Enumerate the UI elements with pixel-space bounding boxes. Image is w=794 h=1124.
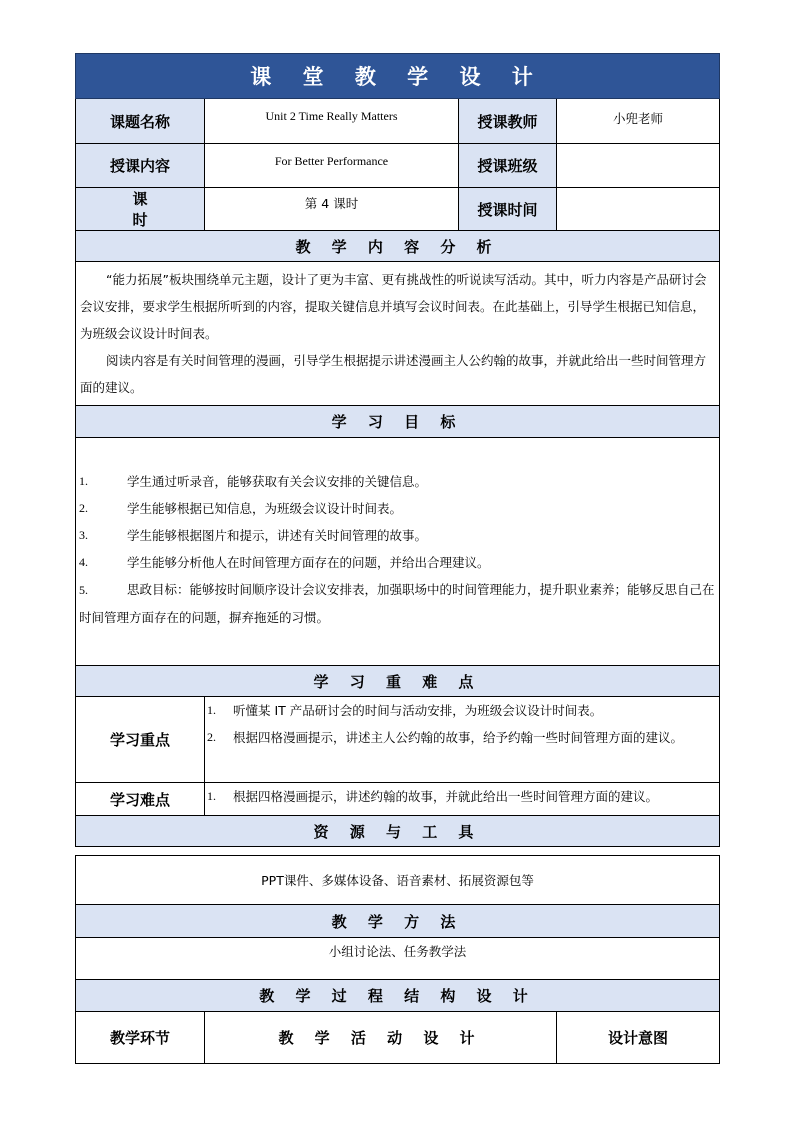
objective-number: 1. (79, 474, 88, 488)
objective-text: 学生通过听录音，能够获取有关会议安排的关键信息。 (127, 474, 428, 489)
process-col-activity: 教 学 活 动 设 计 (205, 1012, 557, 1064)
process-col-stage: 教学环节 (76, 1012, 205, 1064)
analysis-body (76, 262, 720, 406)
class-label: 授课班级 (459, 144, 557, 188)
objective-number: 4. (79, 555, 88, 569)
focus-item (207, 724, 715, 751)
objective-item (79, 495, 715, 522)
focus-label: 学习重点 (76, 697, 205, 783)
objective-item (79, 576, 715, 631)
objective-text: 思政目标：能够按时间顺序设计会议安排表，加强职场中的时间管理能力，提升职业素养；能够反思自己在时间管理方面存在的问题，摒弃拖延的习惯。 (79, 582, 715, 625)
lesson-plan (75, 53, 719, 1064)
difficulty-item (207, 783, 715, 810)
resources-value: PPT课件、多媒体设备、语音素材、拓展资源包等 (76, 856, 720, 905)
difficulty-number: 1. (207, 789, 216, 803)
analysis-paragraph-2: 阅读内容是有关时间管理的漫画，引导学生根据提示讲述漫画主人公约翰的故事，并就此给出一些时间管理方面的建议。 (80, 353, 707, 395)
teacher-label: 授课教师 (459, 99, 557, 144)
methods-heading: 教 学 方 法 (76, 905, 720, 938)
objective-text: 学生能够分析他人在时间管理方面存在的问题，并给出合理建议。 (127, 555, 490, 570)
objectives-list (76, 438, 720, 666)
objective-item (79, 522, 715, 549)
objective-text: 学生能够根据已知信息，为班级会议设计时间表。 (127, 501, 403, 516)
focus-text: 听懂某 IT 产品研讨会的时间与活动安排，为班级会议设计时间表。 (233, 703, 603, 718)
difficulty-list (205, 783, 720, 816)
methods-value: 小组讨论法、任务教学法 (76, 938, 720, 980)
analysis-heading: 教 学 内 容 分 析 (76, 231, 720, 262)
time-label: 授课时间 (459, 188, 557, 231)
objective-text: 学生能够根据图片和提示，讲述有关时间管理的故事。 (127, 528, 428, 543)
focus-list (205, 697, 720, 783)
content-label: 授课内容 (76, 144, 205, 188)
topic-label: 课题名称 (76, 99, 205, 144)
page-title: 课 堂 教 学 设 计 (76, 54, 720, 99)
objectives-heading: 学 习 目 标 (76, 406, 720, 438)
teacher-value: 小兜老师 (557, 99, 720, 144)
content-value: For Better Performance (205, 144, 459, 188)
focus-number: 2. (207, 730, 216, 744)
objective-number: 5. (79, 583, 88, 597)
difficulty-label: 学习难点 (76, 783, 205, 816)
process-col-intent: 设计意图 (557, 1012, 720, 1064)
resources-heading: 资 源 与 工 具 (76, 816, 720, 847)
topic-value: Unit 2 Time Really Matters (205, 99, 459, 144)
process-heading: 教 学 过 程 结 构 设 计 (76, 980, 720, 1012)
keypoints-heading: 学 习 重 难 点 (76, 666, 720, 697)
objective-number: 2. (79, 501, 88, 515)
section-gap (76, 847, 720, 856)
objective-item (79, 549, 715, 576)
period-label: 课 时 (76, 188, 205, 231)
class-value (557, 144, 720, 188)
focus-number: 1. (207, 703, 216, 717)
time-value (557, 188, 720, 231)
objective-number: 3. (79, 528, 88, 542)
analysis-paragraph-1: “能力拓展”板块围绕单元主题，设计了更为丰富、更有挑战性的听说读写活动。其中，听力内容是产品研讨会会议安排，要求学生根据所听到的内容，提取关键信息并填写会议时间表。在此基础上，引导学生根据已知信息，为班级会议设计时间表。 (80, 272, 707, 341)
period-value: 第 4 课时 (205, 188, 459, 231)
difficulty-text: 根据四格漫画提示，讲述约翰的故事，并就此给出一些时间管理方面的建议。 (233, 789, 659, 804)
focus-item (207, 697, 715, 724)
lesson-plan-table (75, 53, 720, 1064)
objective-item (79, 468, 715, 495)
focus-text: 根据四格漫画提示，讲述主人公约翰的故事，给予约翰一些时间管理方面的建议。 (233, 730, 684, 745)
